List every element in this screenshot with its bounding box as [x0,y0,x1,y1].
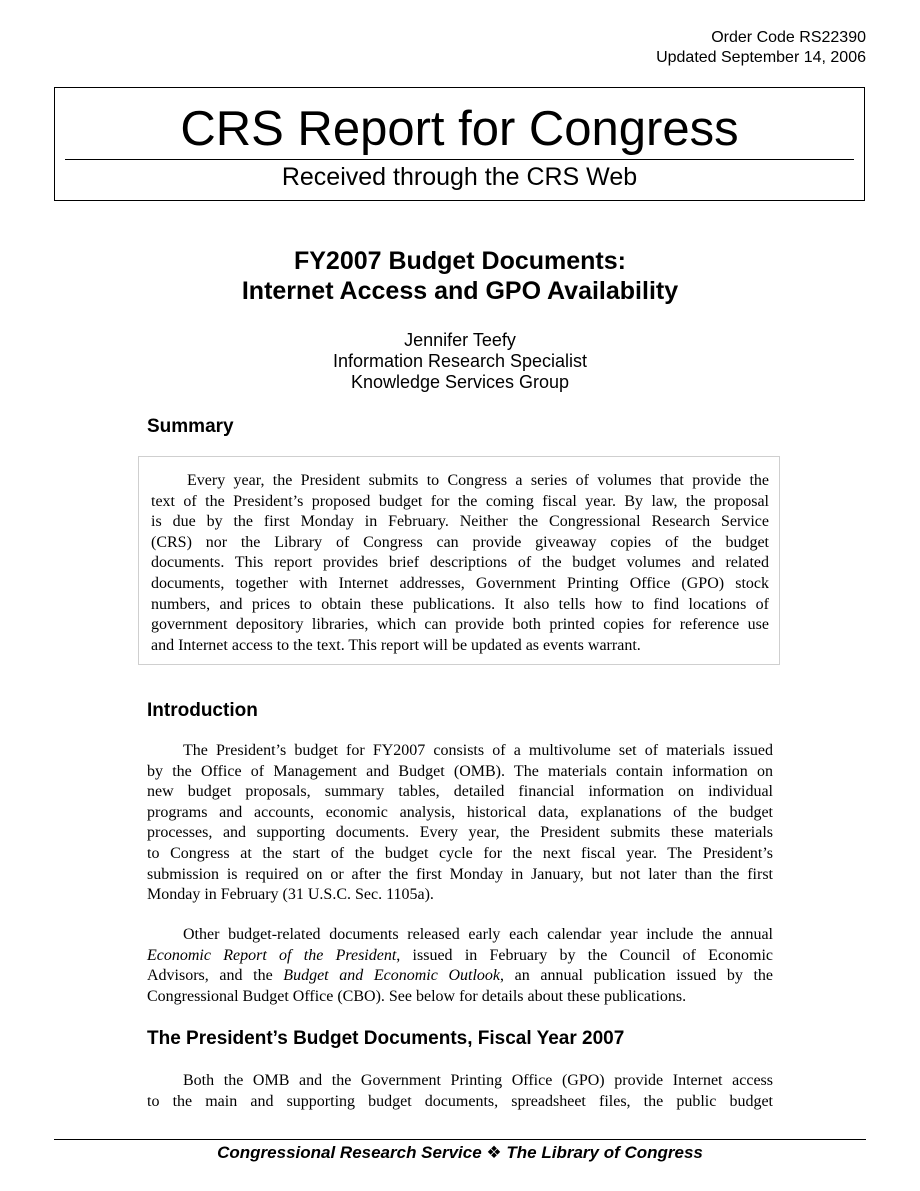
introduction-paragraph-1 [147,741,773,906]
budget-outlook-title: Budget and Economic Outlook [283,967,500,985]
summary-line: documents. This report provides brief descriptions of the budget volumes and related [151,554,769,572]
footer [0,1143,920,1163]
author-block [0,330,920,393]
report-title-line2: Internet Access and GPO Availability [241,277,679,305]
intro2-line: Congressional Budget Office (CBO). See below for details about these publications. [147,987,687,1005]
intro-line: The President’s budget for FY2007 consists of a multivolume set of materials issued [183,742,773,759]
report-banner [54,87,865,201]
summary-paragraph [151,471,769,656]
report-title [0,246,920,306]
updated-date: Updated September 14, 2006 [656,49,866,66]
intro-line: programs and accounts, economic analysis, historical data, explanations of the budget [147,803,773,821]
intro2-text: Advisors, and the [147,967,284,985]
intro-line: processes, and supporting documents. Every year, the President submits these materials [147,824,773,842]
footer-separator-icon: ❖ [486,1143,502,1162]
banner-title: CRS Report for Congress [180,102,739,156]
order-code: Order Code RS22390 [711,29,866,46]
summary-line: and Internet access to the text. This report will be updated as events warrant. [151,636,641,654]
author-title: Information Research Specialist [332,351,588,371]
author-group: Knowledge Services Group [350,372,570,392]
intro-line: new budget proposals, summary tables, detailed financial information on individual [147,783,773,801]
footer-divider [54,1139,866,1140]
footer-loc: The Library of Congress [506,1143,703,1162]
introduction-heading: Introduction [147,700,258,721]
order-info [656,28,866,68]
intro-line: submission is required on or after the first Monday in January, but not later than the first [147,865,773,883]
budget-documents-paragraph [147,1071,773,1112]
footer-crs: Congressional Research Service [217,1143,482,1162]
summary-line: is due by the first Monday in February. Neither the Congressional Research Service [151,513,769,531]
report-title-line1: FY2007 Budget Documents: [293,247,626,275]
author-name: Jennifer Teefy [404,330,516,350]
summary-line: Every year, the President submits to Congress a series of volumes that provide the [187,472,769,489]
intro2-text: , issued in February by the Council of Economic [396,946,773,964]
summary-line: government depository libraries, which can provide both printed copies for reference use [151,616,769,634]
intro2-line [147,946,773,967]
summary-heading: Summary [147,416,234,437]
budget-documents-heading: The President’s Budget Documents, Fiscal Year 2007 [147,1028,625,1049]
intro2-line: Other budget-related documents released early each calendar year include the annual [183,926,773,943]
economic-report-title: Economic Report of the President [147,946,397,964]
banner-divider [65,159,854,160]
introduction-paragraph-2 [147,925,773,1007]
budget-line: Both the OMB and the Government Printing Office (GPO) provide Internet access [183,1072,773,1089]
summary-line: (CRS) nor the Library of Congress can provide giveaway copies of the budget [151,533,769,551]
budget-line: to the main and supporting budget documents, spreadsheet files, the public budget [147,1092,773,1110]
intro2-text: , an annual publication issued by the [500,967,774,985]
intro2-line [147,966,773,987]
intro-line: by the Office of Management and Budget (OMB). The materials contain information on [147,762,773,780]
summary-line: documents, together with Internet addresses, Government Printing Office (GPO) stock [151,574,769,592]
summary-line: text of the President’s proposed budget for the coming fiscal year. By law, the proposal [151,492,769,510]
banner-subtitle: Received through the CRS Web [281,163,638,191]
intro-line: Monday in February (31 U.S.C. Sec. 1105a). [147,886,434,904]
summary-line: numbers, and prices to obtain these publications. It also tells how to find locations of [151,595,769,613]
intro-line: to Congress at the start of the budget cycle for the next fiscal year. The President’s [147,844,773,862]
